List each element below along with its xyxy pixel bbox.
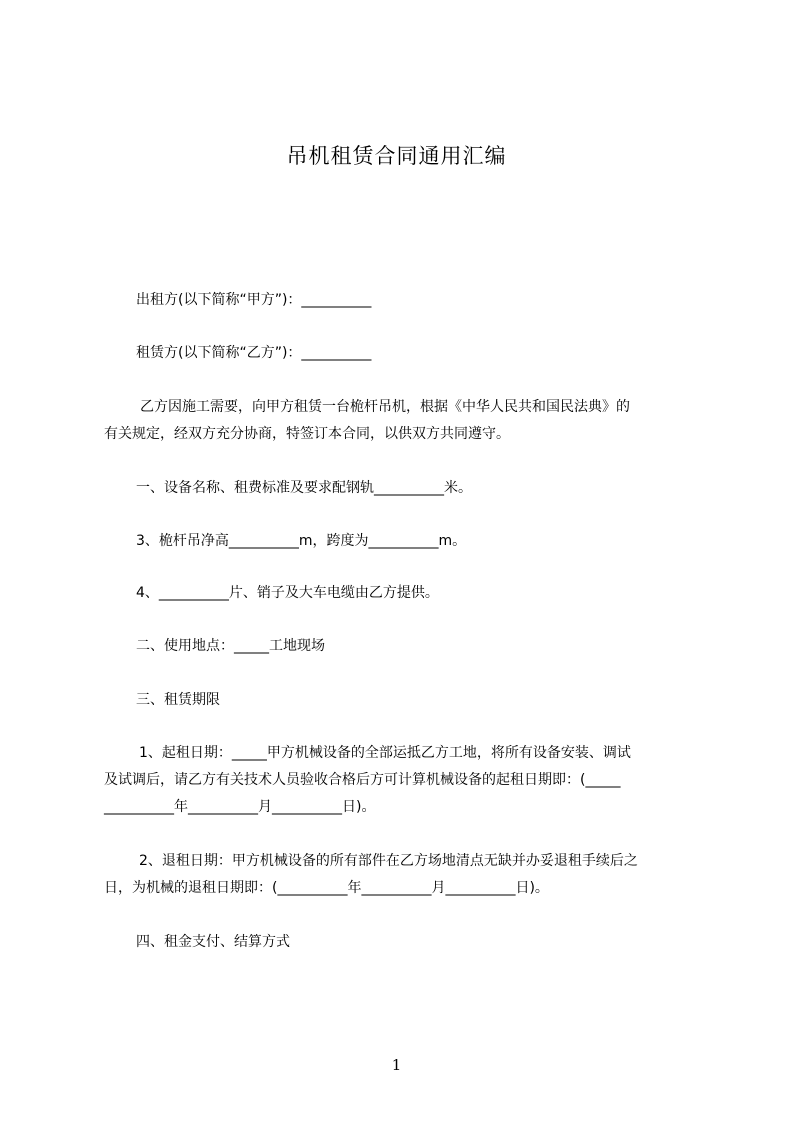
end-date-line-2: 日，为机械的退租日期即：(__________年__________月__________日)。 <box>104 880 549 896</box>
lessor-line: 出租方(以下简称“甲方”)：__________ <box>136 292 372 308</box>
section-1-heading: 一、设备名称、租费标准及要求配钢轨__________米。 <box>136 480 472 496</box>
intro-paragraph-line-2: 有关规定，经双方充分协商，特签订本合同，以供双方共同遵守。 <box>104 426 510 442</box>
item-4-line: 4、__________片、销子及大车电缆由乙方提供。 <box>136 585 439 601</box>
section-2-heading: 二、使用地点：_____工地现场 <box>136 638 325 654</box>
lessee-line: 租赁方(以下简称“乙方”)：__________ <box>136 345 372 361</box>
section-4-heading: 四、租金支付、结算方式 <box>136 934 290 950</box>
page-number: 1 <box>391 1056 402 1074</box>
start-date-line-3: __________年__________月__________日)。 <box>104 799 376 815</box>
intro-paragraph-line-1: 乙方因施工需要，向甲方租赁一台桅杆吊机，根据《中华人民共和国民法典》的 <box>140 399 630 415</box>
start-date-line-1: 1、起租日期：_____甲方机械设备的全部运抵乙方工地，将所有设备安装、调试 <box>139 745 631 761</box>
section-3-heading: 三、租赁期限 <box>136 692 220 708</box>
start-date-line-2: 及试调后，请乙方有关技术人员验收合格后方可计算机械设备的起租日期即：(_____ <box>104 772 621 788</box>
end-date-line-1: 2、退租日期：甲方机械设备的所有部件在乙方场地清点无缺并办妥退租手续后之 <box>139 853 638 869</box>
item-3-line: 3、桅杆吊净高__________m，跨度为__________m。 <box>136 533 467 549</box>
document-title: 吊机租赁合同通用汇编 <box>286 144 507 168</box>
